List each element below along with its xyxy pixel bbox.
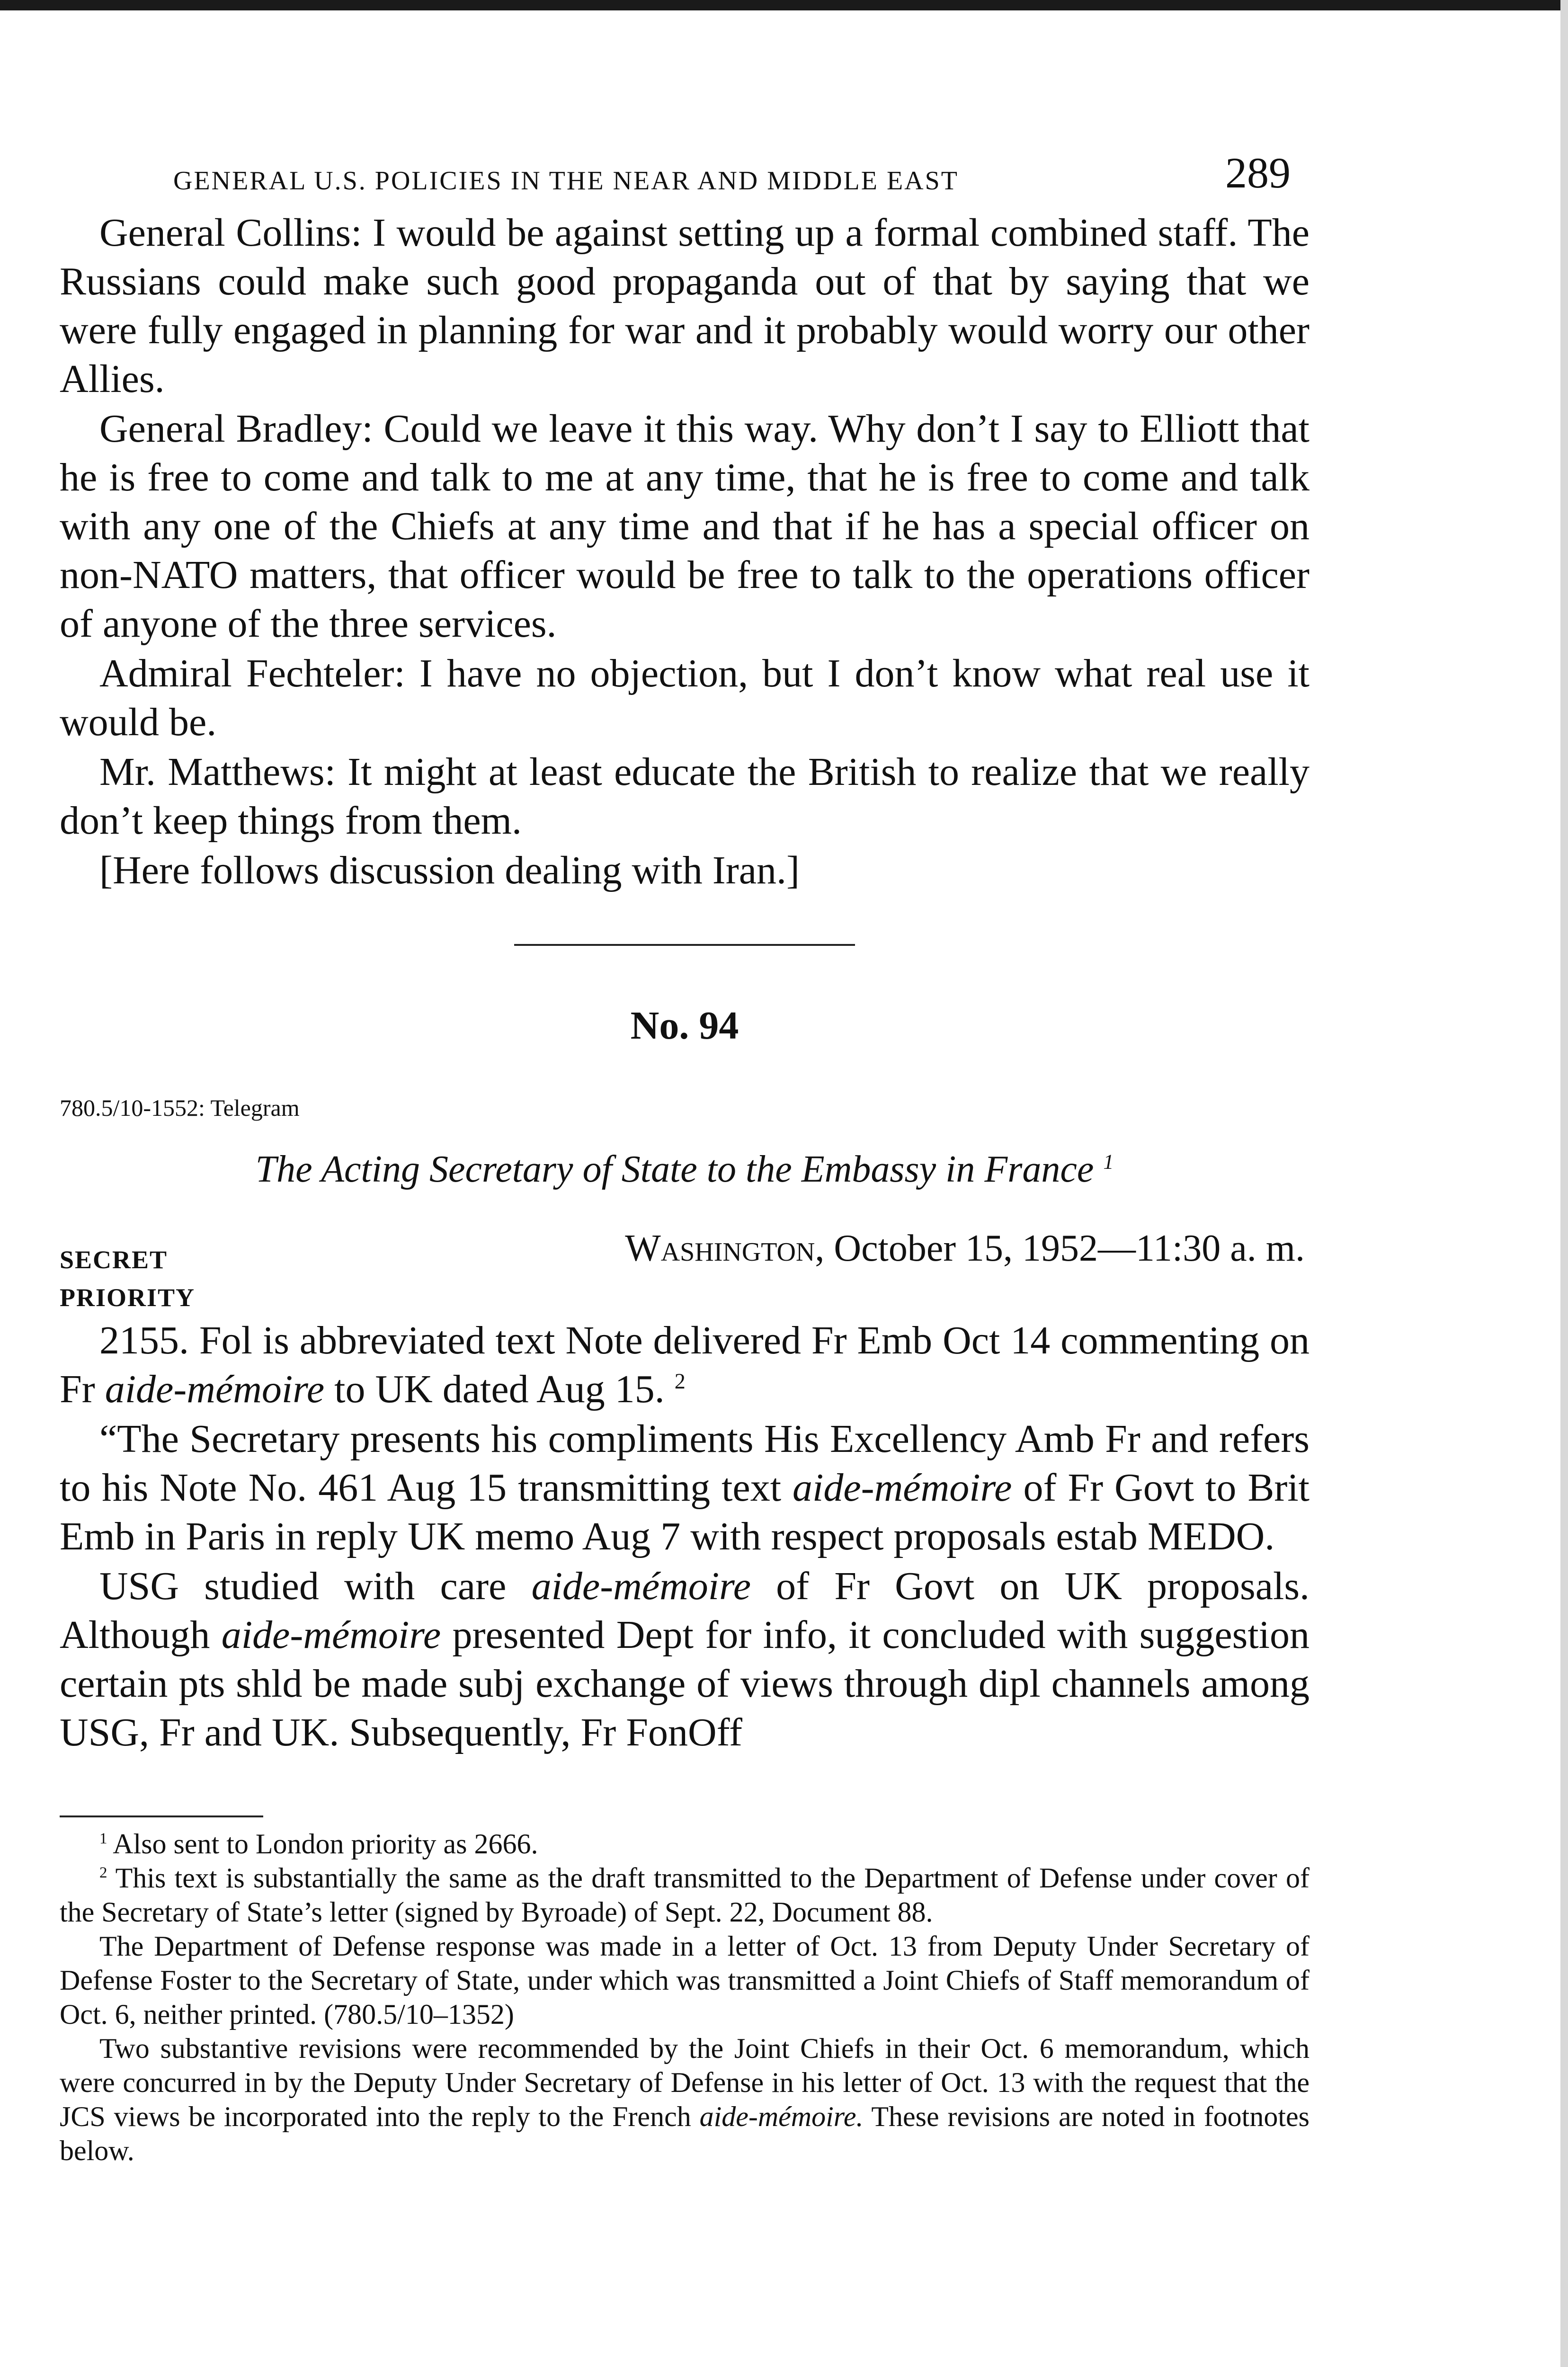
top-scan-border [0,0,1568,10]
place-date [625,1227,1305,1270]
telegram-paragraph-2 [60,1415,1310,1561]
p2-italic: aide-mémoire [793,1466,1012,1510]
running-head-title: GENERAL U.S. POLICIES IN THE NEAR AND MIDDLE EAST [173,166,959,196]
page-number: 289 [1225,149,1291,197]
footnote-2-mark: 2 [99,1864,107,1881]
footnote-2-text: This text is substantially the same as the draft transmitted to the Department of Defense under cover of the Secretary of State’s letter (signed by Byroade) of Sept. 22, Document 88. [60,1862,1310,1928]
footnote-divider [60,1815,263,1817]
p3-text-c: presented Dept for info, it concluded with suggestion certain pts shld be made subj exchange of views through dipl channels among USG, Fr and UK. Subsequently, Fr FonOff [60,1613,1310,1754]
precedence-label: PRIORITY [60,1283,196,1312]
p3-text-a: USG studied with care [99,1564,507,1608]
document-number: No. 94 [630,1004,739,1048]
footnote-1 [60,1827,1310,1861]
document-title [60,1148,1310,1191]
p3-text-b: of Fr Govt on UK proposals. Although [60,1564,1310,1657]
footnote-1-text: Also sent to London priority as 2666. [113,1828,538,1860]
document-title-text: The Acting Secretary of State to the Embassy in France [255,1148,1094,1190]
footnote-2-p3-text-b: These revisions are noted in footnotes below. [60,2101,1310,2166]
paragraph-matthews: Mr. Matthews: It might at least educate the British to realize that we really don’t keep things from them. [60,750,1310,843]
p1-text: 2155. Fol is abbreviated text Note delivered Fr Emb Oct 14 commenting on Fr [60,1318,1310,1411]
footnote-2-p3-text-a: Two substantive revisions were recommended by the Joint Chiefs in their Oct. 6 memorandum, which were concurred in by the Deputy Under Secretary of Defense in his letter of Oct. 13 with the request that the JCS views be incorporated into the reply to the French [60,2033,1310,2132]
footnote-1-mark: 1 [99,1830,107,1847]
footnote-2-p3-italic: aide-mémoire. [699,2101,864,2132]
section-divider [514,944,855,946]
page-edge-shadow [1560,0,1568,2367]
place-name: Washington [625,1228,815,1269]
file-reference: 780.5/10-1552: Telegram [60,1095,300,1121]
telegram-paragraph-3 [60,1562,1310,1757]
p3-italic-1: aide-mémoire [531,1564,751,1608]
p2-text-b: of Fr Govt to Brit Emb in Paris in reply UK memo Aug 7 with respect proposals estab MEDO. [60,1466,1310,1558]
date-time: , October 15, 1952—11:30 a. m. [815,1228,1305,1269]
footnote-ref-2: 2 [674,1369,686,1393]
footnote-2-paragraph-3 [60,2031,1310,2168]
footnote-ref-1: 1 [1103,1150,1114,1174]
telegram-paragraph-1 [60,1316,1310,1414]
p3-italic-2: aide-mémoire [221,1613,441,1657]
classification-label: SECRET [60,1246,168,1274]
footnote-2 [60,1861,1310,1929]
p2-text-a: “The Secretary presents his compliments His Excellency Amb Fr and refers to his Note No. 461 Aug 15 transmitting text [60,1417,1310,1510]
paragraph-fechteler: Admiral Fechteler: I have no objection, but I don’t know what real use it would be. [60,651,1310,744]
paragraph-bradley: General Bradley: Could we leave it this way. Why don’t I say to Elliott that he is free to come and talk to me at any time, that he is free to come and talk with any one of the Chiefs at any time and that if he has a special officer on non-NATO matters, that officer would be free to talk to the operations officer of anyone of the three services. [60,407,1310,646]
running-head [60,137,1310,208]
p1-end: to UK dated Aug 15. [334,1367,665,1411]
telegram-header [60,1221,1310,1316]
page [60,137,1310,2168]
footnote-2-paragraph-2: The Department of Defense response was made in a letter of Oct. 13 from Deputy Under Secretary of Defense Foster to the Secretary of State, under which was transmitted a Joint Chiefs of Staff memorandum of Oct. 6, neither printed. (780.5/10–1352) [60,1931,1310,2030]
editorial-note: [Here follows discussion dealing with Iran.] [99,848,800,892]
paragraph-collins: General Collins: I would be against setting up a formal combined staff. The Russians could make such good propaganda out of that by saying that we were fully engaged in planning for war and it probably would worry our other Allies. [60,211,1310,401]
p1-italic: aide-mémoire [105,1367,325,1411]
